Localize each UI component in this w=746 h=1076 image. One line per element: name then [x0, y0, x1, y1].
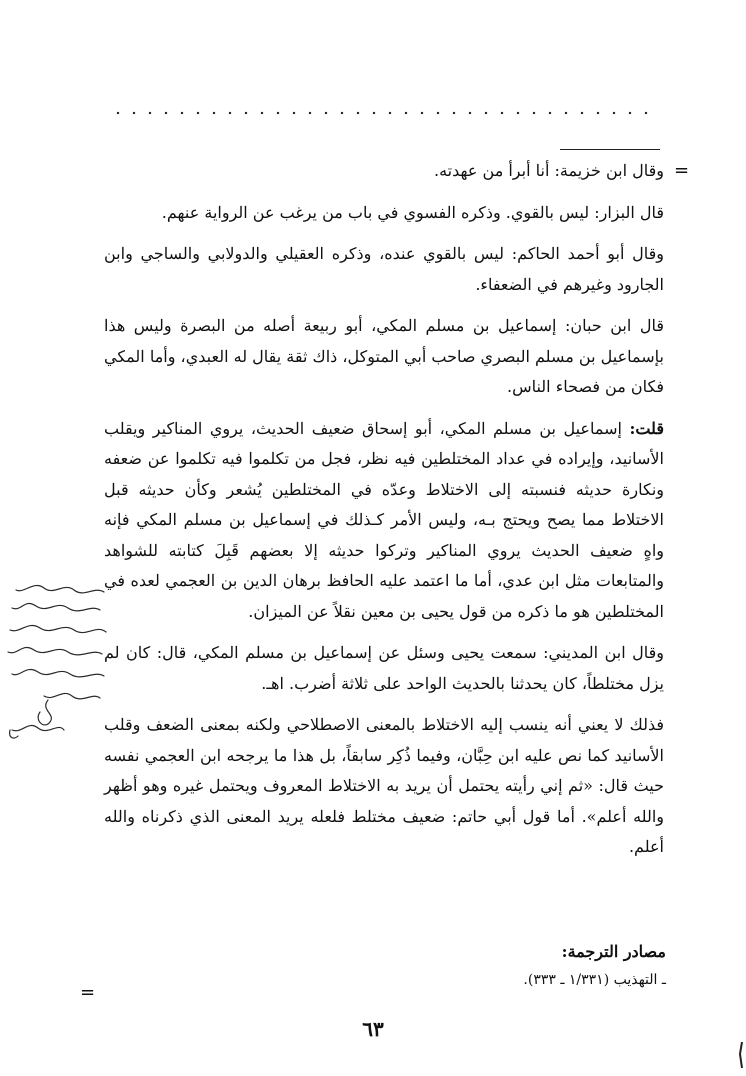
paragraph: وقال أبو أحمد الحاكم: ليس بالقوي عنده، وذكره العقيلي والدولابي والساجي وابن الجارود وغيرهم في الضعفاء. [104, 244, 664, 294]
paragraph: وقال ابن خزيمة: أنا أبرأ من عهدته. [434, 161, 664, 180]
dotted-separator [110, 110, 658, 116]
sources-section [200, 938, 666, 994]
handwriting-scribble-icon [4, 580, 112, 790]
handwritten-margin-note [4, 580, 112, 790]
binding-edge-mark [736, 1040, 744, 1070]
sources-heading: مصادر الترجمة: [561, 942, 666, 961]
paragraph-lead: قلت: [629, 418, 664, 438]
binding-tick-icon [736, 1040, 744, 1070]
continuation-mark-top: = [674, 160, 690, 181]
paragraph: فذلك لا يعني أنه ينسب إليه الاختلاط بالمعنى الاصطلاحي ولكنه بمعنى الضعف وقلب الأسانيد كما نص عليه ابن حِبَّان، وفيما ذُكِر سابقاً، بل هذا ما يرجحه ابن العجمي نفسه حيث قال: «ثم إني رأيته يحتمل أن يريد به الاختلاط المعروف ويحتمل غيره وهو أظهر والله أعلم». أما قول أبي حاتم: ضعيف مختلط فلعله يريد المعنى الذي ذكرناه والله أعلم. [104, 715, 664, 856]
paragraph: قال ابن حبان: إسماعيل بن مسلم المكي، أبو ربيعة أصله من البصرة وليس هذا بإسماعيل بن مسلم البصري صاحب أبي المتوكل، ذاك ثقة يقال له العبدي، وأما المكي فكان من فصحاء الناس. [104, 316, 664, 396]
page-number: ٦٣ [362, 1017, 384, 1041]
paragraph: قال البزار: ليس بالقوي. وذكره الفسوي في باب من يرغب عن الرواية عنهم. [161, 202, 664, 222]
top-rule [560, 149, 660, 150]
sources-item: ـ التهذيب (١/٣٣١ ـ ٣٣٣). [523, 972, 666, 988]
main-text [104, 156, 664, 874]
paragraph: قلت: إسماعيل بن مسلم المكي، أبو إسحاق ضعيف الحديث، يروي المناكير ويقلب الأسانيد، وإيراده في عداد المختلطين فيه نظر، فجل من تكلموا فيه تكلموا عن ضعفه ونكارة حديثه فنسبته إلى الاختلاط وعدّه في المختلطين يُشعر وكأن حديثه قبل الاختلاط مما يصح ويحتج بـه، وليس الأمر كـذلك في إسماعيل بن مسلم المكي فإنه واهٍ ضعيف الحديث يروي المناكير وتركوا حديثه إلا بعضهم قَبِلَ كتابته للشواهد والمتابعات مثل ابن عدي، أما ما اعتمد عليه الحافظ برهان الدين بن العجمي لعده في المختلطين هو ما ذكره من قول يحيى بن معين نقلاً عن الميزان. [104, 418, 665, 621]
continuation-mark-bottom: = [80, 982, 96, 1003]
paragraph: وقال ابن المديني: سمعت يحيى وسئل عن إسماعيل بن مسلم المكي، قال: كان لم يزل مختلطاً، كان يحدثنا بالحديث الواحد على ثلاثة أضرب. اهـ. [104, 643, 664, 693]
